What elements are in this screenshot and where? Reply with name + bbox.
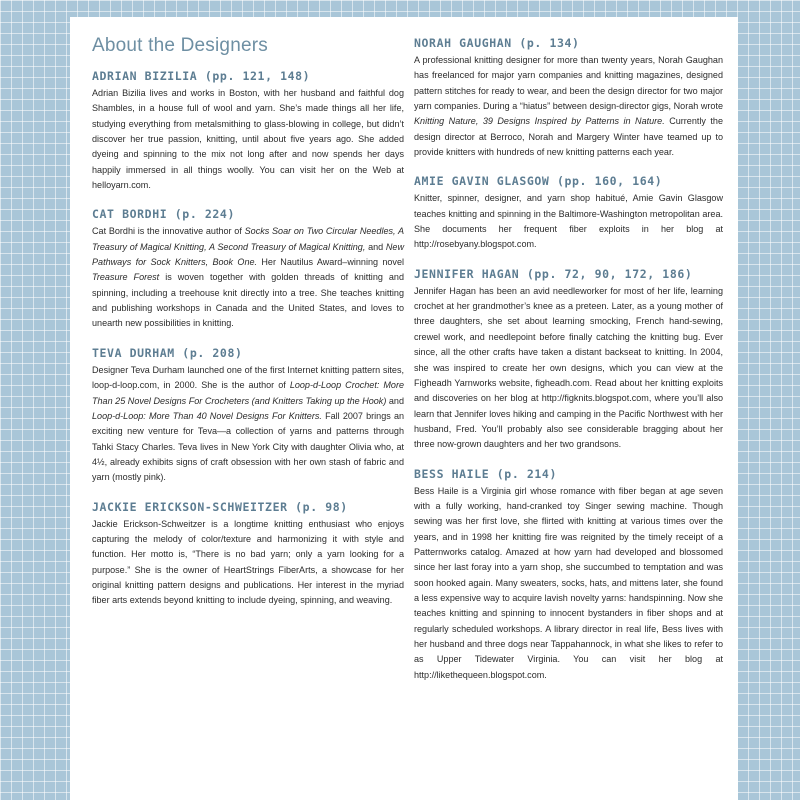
bio-title-italic: New Pathways for Sock Knitters, Book One. (92, 241, 404, 268)
bio-text: A professional knitting designer for more than twenty years, Norah Gaughan has freelanced for major yarn companies and knitting magazines, designed pattern stitches for ready to wear, and been the design director for two major yarn companies. During a “hiatus” between design-director gigs, Norah wrote (414, 55, 723, 112)
designer-name (92, 346, 404, 360)
bio-text: Currently the design director at Berroco, Norah and Margery Winter have teamed up to provide knitters with hundreds of new knitting patterns each year. (414, 116, 723, 158)
bio-title-italic: Loop-d-Loop Crochet: More Than 25 Novel Designs For Crocheters (and Knitters Taking up the Hook) (92, 380, 405, 406)
right-column (414, 17, 723, 697)
bio-title-italic: Treasure Forest (92, 272, 160, 283)
designer-name-text: ADRIAN BIZILIA (92, 69, 198, 83)
bio-text: Fall 2007 brings an exciting new venture for Teva—a collection of yarns and patterns through Tahki Stacy Charles. Teva lives in New York City with daughter Olivia who, at 4½, already exhibits signs of craft obsession with her own stash of fabric and yarn (mostly pink). (92, 410, 405, 483)
designer-teva-durham (92, 346, 404, 486)
designer-name (92, 69, 404, 83)
bio-text: Her Nautilus Award–winning novel (257, 257, 404, 268)
designer-bio (92, 86, 404, 193)
designer-bio (414, 284, 723, 453)
designer-amie-gavin-glasgow (414, 174, 723, 252)
designer-name-text: BESS HAILE (414, 466, 490, 481)
designer-pages: (p. 134) (519, 36, 580, 50)
designer-pages: (p. 214) (496, 466, 557, 481)
designer-pages: (p. 208) (182, 345, 243, 360)
designer-name-text: JENNIFER HAGAN (414, 266, 520, 281)
designer-jackie-erickson-schweitzer (92, 500, 404, 609)
bio-text: Adrian Bizilia lives and works in Boston, with her husband and faithful dog Shambles, in a house full of wool and yarn. She’s made things all her life, studying everything from metalsmithing to glass-blowing in college, but didn’t discover her true passion, knitting, until about five years ago. She added dyeing and spinning to the mix not long after and now spends her days happily immersed in all things woolly. You can visit her on the Web at helloyarn.com. (92, 88, 404, 191)
bio-text: Cat Bordhi is the innovative author of (92, 226, 245, 237)
designer-bio (92, 517, 404, 609)
designer-cat-bordhi (92, 207, 404, 331)
designer-bio (92, 224, 404, 331)
designer-bio (414, 484, 723, 683)
designer-name-text: NORAH GAUGHAN (414, 36, 512, 50)
designer-pages: (p. 224) (174, 207, 235, 222)
designer-name (92, 500, 404, 514)
designer-name (414, 174, 723, 188)
designer-name (414, 267, 723, 281)
bio-title-italic: Loop-d-Loop: More Than 40 Novel Designs For Knitters. (92, 410, 322, 421)
bio-text: Knitter, spinner, designer, and yarn shop habitué, Amie Gavin Glasgow teaches knitting and spinning in the Baltimore-Washington metropolitan area. She documents her frequent fiber exploits in her blog at http://rosebyany.blogspot.com. (414, 193, 723, 250)
designer-bio (414, 191, 723, 252)
designer-pages: (p. 98) (295, 499, 348, 514)
designer-bess-haile (414, 467, 723, 683)
designer-pages: (pp. 72, 90, 172, 186) (526, 266, 693, 281)
designer-norah-gaughan (414, 36, 723, 160)
bio-text: Jackie Erickson-Schweitzer is a longtime knitting enthusiast who enjoys capturing the melody of color/texture and harmonizing it with style and function. Her motto is, “There is no bad yarn; only a yarn looking for a purpose.” She is the owner of HeartStrings FiberArts, a showcase for her original knitting pattern designs and publications. Her interest in the myriad fiber arts extends beyond knitting to include dyeing, spinning, and weaving. (92, 518, 404, 606)
designer-pages: (pp. 160, 164) (556, 174, 663, 189)
designer-bio (92, 363, 404, 486)
bio-text: Bess Haile is a Virginia girl whose romance with fiber began at age seven with a fully working, hand-cranked toy Singer sewing machine. Though sewing was her first love, she flirted with knitting at various times over the years, and in 1998 her knitting fire was reignited by the timely receipt of a Patternworks catalog. Amazed at how yarn had developed and blossomed since her last foray into a yarn shop, she succumbed to temptation and was soon hooked again. Many sweaters, socks, hats, and mittens later, she found a less expensive way to acquire lavish novelty yarns: handspinning. Now she teaches knitting and spinning to innocent bystanders in fiber shops and at regularly scheduled workshops. A library director in real life, Bess lives with her husband and three dogs near Tappahannock, in what she likes to refer to as Upper Tidewater Virginia. You can visit her blog at http://likethequeen.blogspot.com. (414, 485, 723, 680)
designer-name (414, 36, 723, 50)
left-column (92, 17, 404, 623)
designer-name (92, 207, 404, 221)
designer-pages: (pp. 121, 148) (204, 69, 311, 83)
bio-text: Designer Teva Durham launched one of the first Internet knitting pattern sites, loop-d-loop.com, in 2000. She is the author of (92, 364, 404, 391)
designer-name (414, 467, 723, 481)
designer-name-text: JACKIE ERICKSON-SCHWEITZER (92, 499, 288, 514)
designer-adrian-bizilia (92, 69, 404, 193)
bio-text: Jennifer Hagan has been an avid needleworker for most of her life, learning crochet at her grandmother’s knee as a preteen. Later, as a young mother of three daughters, she set about learning smocking, French hand-sewing, crewel work, and needlepoint before finally catching the knitting bug. Ever since, all the other crafts have taken a distant backseat to knitting. In 2004, she was inspired to create her own designs, which you can view at the Figheadh Yarnworks website, figheadh.com. Read about her knitting exploits and discoveries on her blog at http://figknits.blogspot.com, where you’ll also learn that Jennifer loves hiking and camping in the Pacific Northwest with her husband, Fred. You’ll probably also see considerable bragging about her three now-grown daughters and her two grandsons. (414, 285, 723, 450)
bio-title-italic: Knitting Nature, 39 Designs Inspired by Patterns in Nature. (414, 116, 665, 127)
designer-jennifer-hagan (414, 267, 723, 453)
bio-title-italic: Socks Soar on Two Circular Needles, A Treasury of Magical Knitting, A Second Treasury of Magical Knitting, (92, 226, 404, 252)
designer-name-text: AMIE GAVIN GLASGOW (414, 174, 550, 189)
designer-bio (414, 53, 723, 160)
bio-text: is woven together with golden threads of knitting and spinning, including a treehouse knit directly into a tree. She teaches knitting and publishing workshops in Canada and the United States, and loves to unearth new possibilities in knitting. (92, 272, 404, 329)
designer-name-text: TEVA DURHAM (92, 345, 175, 360)
page-title: About the Designers (92, 35, 268, 56)
book-page (70, 17, 738, 800)
bio-text: and (365, 241, 386, 252)
designer-name-text: CAT BORDHI (92, 207, 168, 222)
bio-text: and (386, 395, 404, 406)
